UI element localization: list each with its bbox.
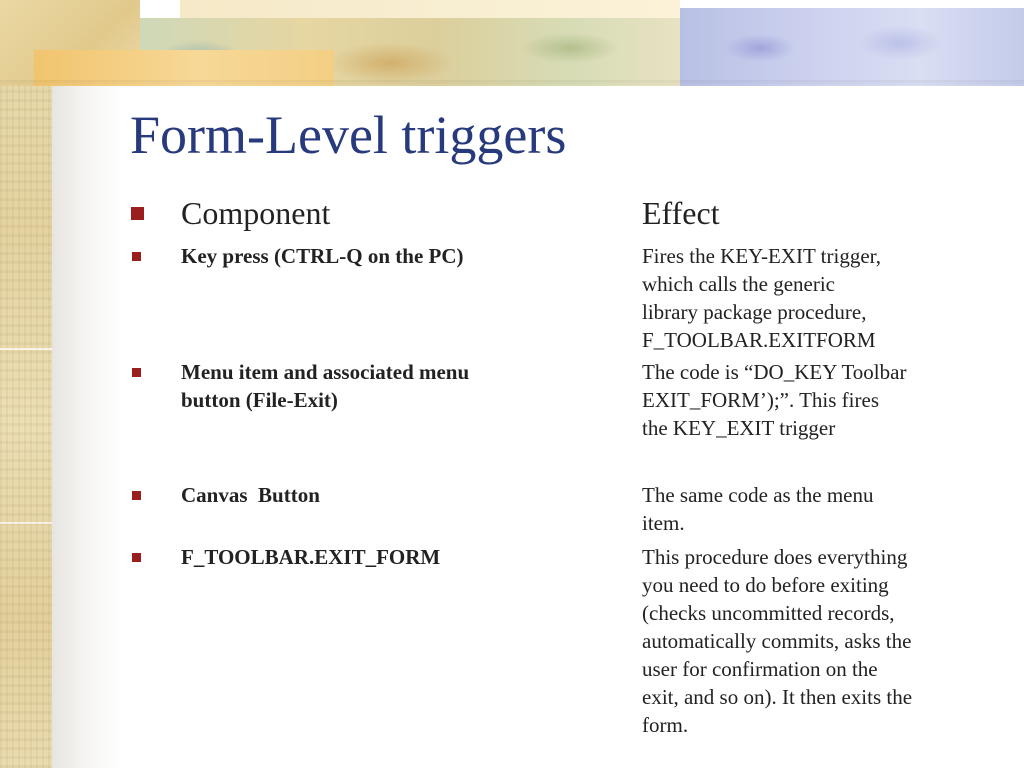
bullet-icon xyxy=(132,368,141,377)
decorative-left-strip xyxy=(0,0,52,768)
decorative-banner xyxy=(0,0,1024,86)
row-component: F_TOOLBAR.EXIT_FORM xyxy=(181,545,441,569)
bullet-icon xyxy=(132,491,141,500)
slide-title: Form-Level triggers xyxy=(130,105,567,165)
decorative-fade xyxy=(52,80,122,768)
header-component: Component xyxy=(181,195,331,231)
row-component: Canvas Button xyxy=(181,483,320,507)
bullet-icon xyxy=(132,553,141,562)
row-component: Menu item and associated menu button (File-Exit) xyxy=(181,360,470,412)
header-effect: Effect xyxy=(642,195,720,231)
row-effect: Fires the KEY-EXIT trigger, which calls the generic library package procedure, F_TOOLBAR.EXITFORM xyxy=(642,244,882,352)
bullet-icon xyxy=(132,252,141,261)
row-effect: The code is “DO_KEY Toolbar EXIT_FORM’);”. This fires the KEY_EXIT trigger xyxy=(642,360,907,440)
bullet-icon xyxy=(131,207,144,220)
row-component: Key press (CTRL-Q on the PC) xyxy=(181,244,464,268)
row-effect: This procedure does everything you need to do before exiting (checks uncommitted records, automatically commits, asks the user for confirmation on the exit, and so on). It then exits the form. xyxy=(642,545,913,737)
row-effect: The same code as the menu item. xyxy=(642,483,874,535)
